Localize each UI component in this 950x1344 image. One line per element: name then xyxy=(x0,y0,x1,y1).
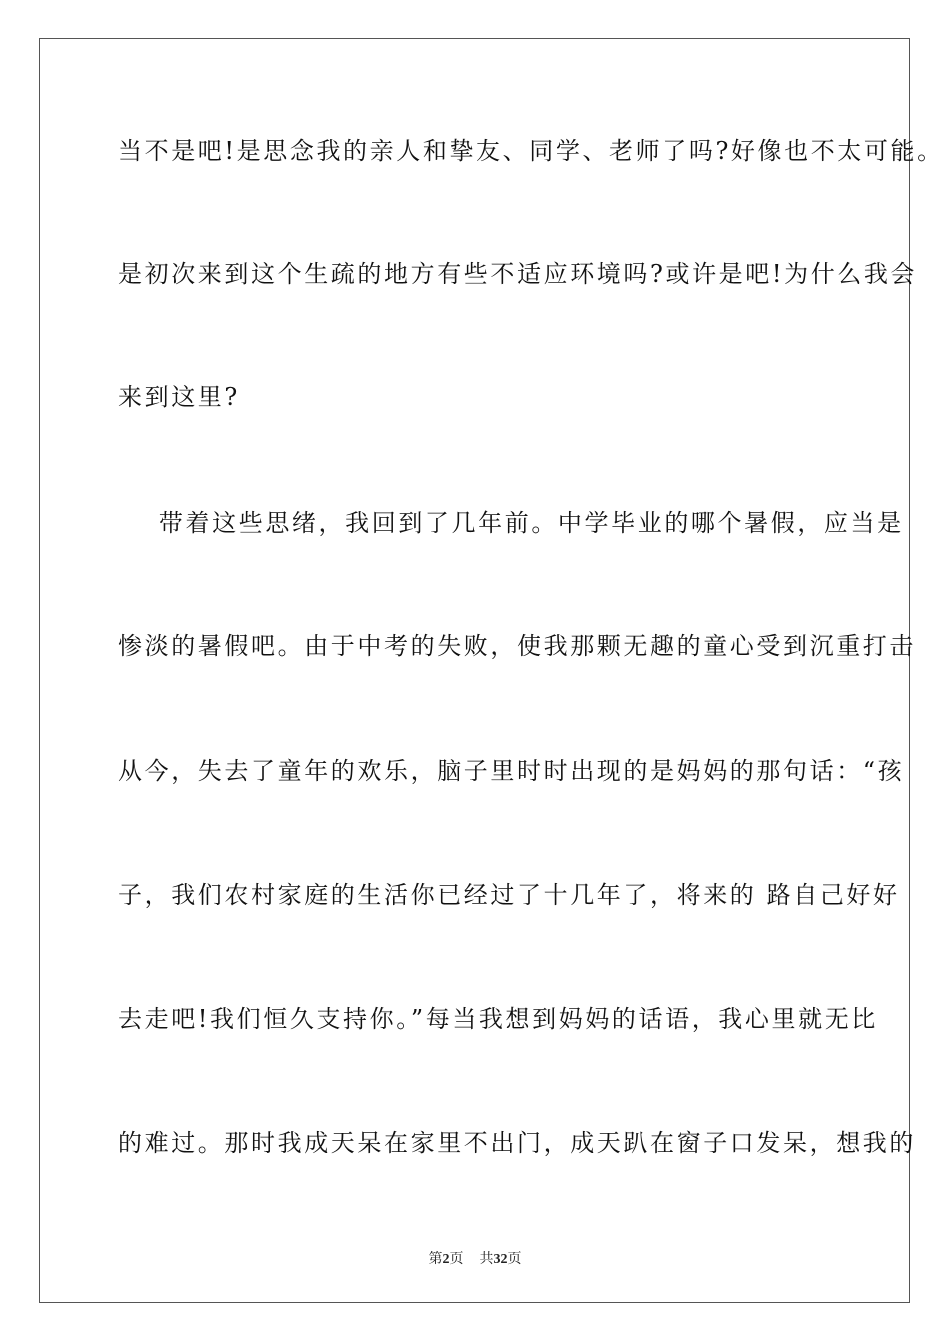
paragraph-line: 当不是吧!是思念我的亲人和挚友、同学、老师了吗?好像也不太可能。 xyxy=(118,137,944,165)
page-footer xyxy=(0,1248,950,1268)
page-label-prefix: 第 xyxy=(428,1252,443,1267)
paragraph-line: 带着这些思绪，我回到了几年前。中学毕业的哪个暑假，应当是 xyxy=(118,509,904,537)
total-label-prefix: 共 xyxy=(479,1252,494,1267)
paragraph-line: 的难过。那时我成天呆在家里不出门，成天趴在窗子口发呆，想我的 xyxy=(118,1129,916,1157)
total-label-suffix: 页 xyxy=(507,1252,522,1267)
paragraph-line: 惨淡的暑假吧。由于中考的失败，使我那颗无趣的童心受到沉重打击 xyxy=(118,632,916,660)
total-pages: 32 xyxy=(493,1252,508,1267)
page-number: 2 xyxy=(442,1252,450,1267)
paragraph-line: 去走吧!我们恒久支持你。”每当我想到妈妈的话语，我心里就无比 xyxy=(118,1005,878,1033)
paragraph-line: 是初次来到这个生疏的地方有些不适应环境吗?或许是吧!为什么我会 xyxy=(118,260,918,288)
page-border xyxy=(39,38,910,1303)
paragraph-line: 来到这里? xyxy=(118,383,240,411)
paragraph-line: 子，我们农村家庭的生活你已经过了十几年了，将来的 路自己好好 xyxy=(118,881,900,909)
page-label-suffix: 页 xyxy=(449,1252,464,1267)
paragraph-line: 从今，失去了童年的欢乐，脑子里时时出现的是妈妈的那句话：“孩 xyxy=(118,757,905,785)
